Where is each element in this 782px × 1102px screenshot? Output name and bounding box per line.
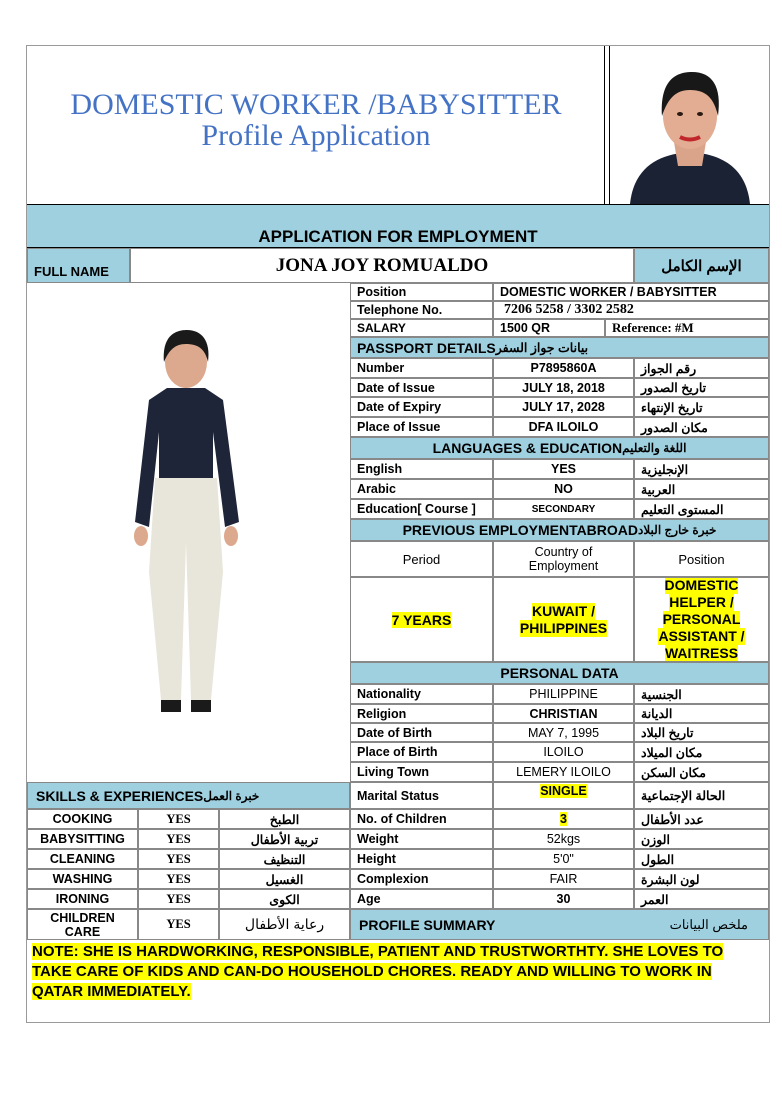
- salary-label: SALARY: [350, 319, 493, 337]
- skill-cleaning-arabic: التنظيف: [219, 849, 350, 869]
- passport-heading: [350, 337, 769, 358]
- telephone-value: 7206 5258 / 3302 2582: [493, 301, 769, 319]
- living-town-arabic: مكان السكن: [634, 762, 769, 782]
- full-body-photo: [89, 322, 284, 718]
- children-count-arabic: عدد الأطفال: [634, 809, 769, 829]
- employment-country-cell: [493, 577, 634, 662]
- col-country-header-line2: Employment: [528, 559, 599, 573]
- passport-number-label: Number: [350, 358, 493, 378]
- issue-date-value: JULY 18, 2018: [493, 378, 634, 397]
- complexion-arabic: لون البشرة: [634, 869, 769, 889]
- birth-date-value: MAY 7, 1995: [493, 723, 634, 742]
- arabic-arabic: العربية: [634, 479, 769, 499]
- religion-value: CHRISTIAN: [493, 704, 634, 723]
- skill-children-care-line2: CARE: [64, 924, 101, 939]
- skill-children-care-value: YES: [138, 909, 219, 940]
- skill-babysitting-value: YES: [138, 829, 219, 849]
- expiry-date-value: JULY 17, 2028: [493, 397, 634, 417]
- col-period-header: Period: [350, 541, 493, 577]
- languages-heading-label: LANGUAGES & EDUCATION: [432, 440, 623, 456]
- weight-arabic: الوزن: [634, 829, 769, 849]
- english-label: English: [350, 459, 493, 479]
- skill-cooking-arabic: الطبخ: [219, 809, 350, 829]
- employment-period-value: 7 YEARS: [391, 611, 452, 628]
- previous-employment-heading: [350, 519, 769, 541]
- skill-ironing-value: YES: [138, 889, 219, 909]
- skill-babysitting-arabic: تربية الأطفال: [219, 829, 350, 849]
- employment-position-line2: HELPER /: [669, 594, 734, 610]
- employment-period-cell: [350, 577, 493, 662]
- religion-arabic: الديانة: [634, 704, 769, 723]
- document-subtitle: Profile Application: [201, 119, 431, 152]
- education-value: SECONDARY: [493, 499, 634, 519]
- skill-ironing-arabic: الكوى: [219, 889, 350, 909]
- skills-heading: [27, 782, 350, 809]
- complexion-label: Complexion: [350, 869, 493, 889]
- full-name-label-arabic: الإسم الكامل: [634, 248, 769, 283]
- skill-cooking-value: YES: [138, 809, 219, 829]
- languages-heading-arabic: اللغة والتعليم: [622, 441, 687, 455]
- complexion-value: FAIR: [493, 869, 634, 889]
- position-label: Position: [350, 283, 493, 301]
- birth-place-label: Place of Birth: [350, 742, 493, 762]
- place-of-issue-value: DFA ILOILO: [493, 417, 634, 437]
- age-value: 30: [493, 889, 634, 909]
- skill-children-care-line1: CHILDREN: [50, 910, 115, 925]
- expiry-date-label: Date of Expiry: [350, 397, 493, 417]
- profile-note: [32, 942, 766, 1002]
- birth-date-label: Date of Birth: [350, 723, 493, 742]
- place-of-issue-arabic: مكان الصدور: [634, 417, 769, 437]
- education-arabic: المستوى التعليم: [634, 499, 769, 519]
- education-label: Education[ Course ]: [350, 499, 493, 519]
- nationality-value: PHILIPPINE: [493, 684, 634, 704]
- col-country-header-line1: Country of: [534, 545, 593, 559]
- skill-cleaning-label: CLEANING: [27, 849, 138, 869]
- profile-summary-arabic: ملخص البيانات: [669, 916, 748, 932]
- skill-children-care-arabic: رعاية الأطفال: [219, 909, 350, 940]
- document-title: DOMESTIC WORKER /BABYSITTER: [70, 88, 562, 121]
- living-town-label: Living Town: [350, 762, 493, 782]
- birth-date-arabic: تاريخ البلاد: [634, 723, 769, 742]
- application-title-bar: APPLICATION FOR EMPLOYMENT: [27, 204, 769, 248]
- skill-washing-value: YES: [138, 869, 219, 889]
- marital-status-arabic: الحالة الإجتماعية: [634, 782, 769, 809]
- children-count-cell: [493, 809, 634, 829]
- passport-number-arabic: رقم الجواز: [634, 358, 769, 378]
- marital-status-label: Marital Status: [350, 782, 493, 809]
- skill-cleaning-value: YES: [138, 849, 219, 869]
- living-town-value: LEMERY ILOILO: [493, 762, 634, 782]
- col-position-header: Position: [634, 541, 769, 577]
- full-name-label: FULL NAME: [27, 248, 130, 283]
- passport-heading-arabic: بيانات جواز السفر: [495, 341, 589, 355]
- weight-label: Weight: [350, 829, 493, 849]
- children-count-value: 3: [560, 812, 567, 826]
- marital-status-cell: [493, 782, 634, 809]
- employment-position-line1: DOMESTIC: [664, 577, 739, 593]
- english-value: YES: [493, 459, 634, 479]
- passport-number-value: P7895860A: [493, 358, 634, 378]
- passport-heading-label: PASSPORT DETAILS: [357, 339, 496, 356]
- religion-label: Religion: [350, 704, 493, 723]
- skill-children-care-label: [27, 909, 138, 940]
- place-of-issue-label: Place of Issue: [350, 417, 493, 437]
- birth-place-value: ILOILO: [493, 742, 634, 762]
- reference-value: Reference: #M: [605, 319, 769, 337]
- age-label: Age: [350, 889, 493, 909]
- issue-date-label: Date of Issue: [350, 378, 493, 397]
- birth-place-arabic: مكان الميلاد: [634, 742, 769, 762]
- height-label: Height: [350, 849, 493, 869]
- skill-ironing-label: IRONING: [27, 889, 138, 909]
- headshot-photo: [609, 46, 769, 204]
- telephone-label: Telephone No.: [350, 301, 493, 319]
- languages-heading: [350, 437, 769, 459]
- profile-summary-bar: [350, 909, 769, 940]
- english-arabic: الإنجليزية: [634, 459, 769, 479]
- arabic-label: Arabic: [350, 479, 493, 499]
- previous-employment-heading-arabic: خبرة خارج البلاد: [638, 523, 717, 537]
- skills-heading-label: SKILLS & EXPERIENCES: [36, 787, 204, 804]
- nationality-label: Nationality: [350, 684, 493, 704]
- position-value: DOMESTIC WORKER / BABYSITTER: [493, 283, 769, 301]
- skill-cooking-label: COOKING: [27, 809, 138, 829]
- skill-washing-label: WASHING: [27, 869, 138, 889]
- arabic-value: NO: [493, 479, 634, 499]
- col-country-header: [493, 541, 634, 577]
- height-value: 5'0": [493, 849, 634, 869]
- employment-country-line1: KUWAIT /: [532, 602, 595, 619]
- employment-position-line3: PERSONAL: [662, 611, 741, 627]
- children-count-label: No. of Children: [350, 809, 493, 829]
- profile-summary-label: PROFILE SUMMARY: [359, 916, 496, 933]
- skill-babysitting-label: BABYSITTING: [27, 829, 138, 849]
- salary-value: 1500 QR: [493, 319, 605, 337]
- employment-position-cell: [634, 577, 769, 662]
- skill-washing-arabic: الغسيل: [219, 869, 350, 889]
- full-name-value: JONA JOY ROMUALDO: [130, 248, 634, 283]
- nationality-arabic: الجنسية: [634, 684, 769, 704]
- height-arabic: الطول: [634, 849, 769, 869]
- personal-data-heading: PERSONAL DATA: [350, 662, 769, 684]
- weight-value: 52kgs: [493, 829, 634, 849]
- expiry-date-arabic: تاريخ الإنتهاء: [634, 397, 769, 417]
- marital-status-value: SINGLE: [540, 784, 587, 798]
- skills-heading-arabic: خبرة العمل: [203, 788, 260, 803]
- employment-position-line4: ASSISTANT /: [658, 628, 745, 644]
- age-arabic: العمر: [634, 889, 769, 909]
- previous-employment-heading-label: PREVIOUS EMPLOYMENTABROAD: [402, 522, 639, 538]
- employment-country-line2: PHILIPPINES: [519, 619, 608, 636]
- issue-date-arabic: تاريخ الصدور: [634, 378, 769, 397]
- employment-position-line5: WAITRESS: [664, 645, 739, 661]
- profile-note-text: NOTE: SHE IS HARDWORKING, RESPONSIBLE, PATIENT AND TRUSTWORTHTY. SHE LOVES TO TAKE CARE OF KIDS AND CAN-DO HOUSEHOLD CHORES. READY AND WILLING TO WORK IN QATAR IMMEDIATELY.: [32, 943, 724, 1000]
